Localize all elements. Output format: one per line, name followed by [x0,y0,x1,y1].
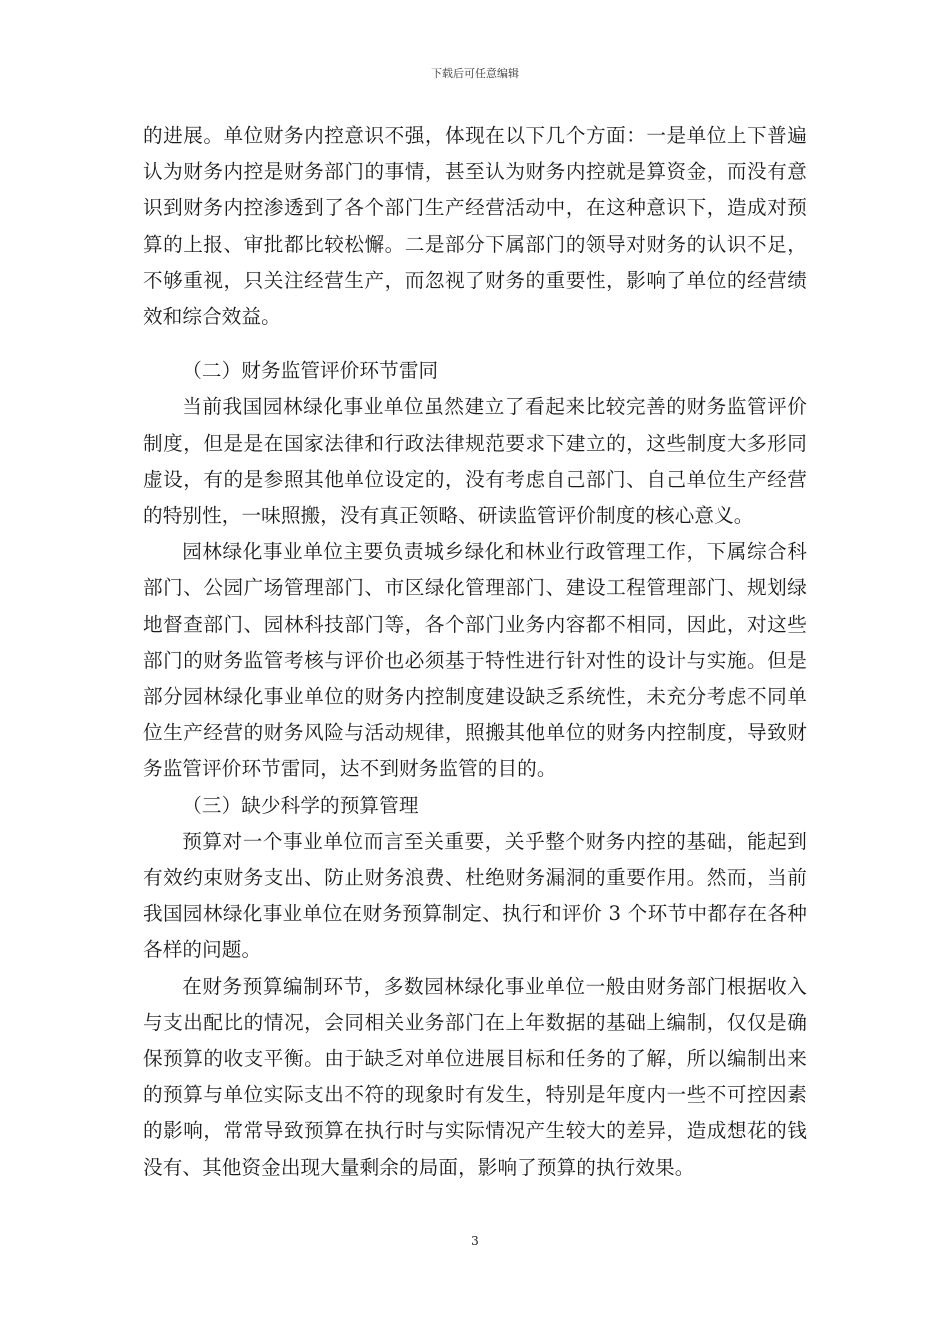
section-heading-3: （三）缺少科学的预算管理 [182,793,419,817]
paragraph: 当前我国园林绿化事业单位虽然建立了看起来比较完善的财务监管评价制度，但是是在国家法律和行政法律规范要求下建立的，这些制度大多形同虚设，有的是参照其他单位设定的，没有考虑自己部门、自己单位生产经营的特别性，一味照搬，没有真正领略、研读监管评价制度的核心意义。 [143,395,807,528]
page-header: 下载后可任意编辑 [431,67,519,80]
paragraph-continuation: 的进展。单位财务内控意识不强，体现在以下几个方面：一是单位上下普遍认为财务内控是财务部门的事情，甚至认为财务内控就是算资金，而没有意识到财务内控渗透到了各个部门生产经营活动中，在这种意识下，造成对预算的上报、审批都比较松懈。二是部分下属部门的领导对财务的认识不足，不够重视，只关注经营生产，而忽视了财务的重要性，影响了单位的经营绩效和综合效益。 [143,124,807,329]
page-number: 3 [471,1234,479,1248]
paragraph: 在财务预算编制环节，多数园林绿化事业单位一般由财务部门根据收入与支出配比的情况，会同相关业务部门在上年数据的基础上编制，仅仅是确保预算的收支平衡。由于缺乏对单位进展目标和任务的了解，所以编制出来的预算与单位实际支出不符的现象时有发生，特别是年度内一些不可控因素的影响，常常导致预算在执行时与实际情况产生较大的差异，造成想花的钱没有、其他资金出现大量剩余的局面，影响了预算的执行效果。 [143,974,807,1179]
paragraph: 园林绿化事业单位主要负责城乡绿化和林业行政管理工作，下属综合科部门、公园广场管理部门、市区绿化管理部门、建设工程管理部门、规划绿地督查部门、园林科技部门等，各个部门业务内容都不相同，因此，对这些部门的财务监管考核与评价也必须基于特性进行针对性的设计与实施。但是部分园林绿化事业单位的财务内控制度建设缺乏系统性，未充分考虑不同单位生产经营的财务风险与活动规律，照搬其他单位的财务内控制度，导致财务监管评价环节雷同，达不到财务监管的目的。 [143,540,807,781]
document-body [143,118,807,1186]
section-heading-2: （二）财务监管评价环节雷同 [182,359,439,383]
paragraph: 预算对一个事业单位而言至关重要，关乎整个财务内控的基础，能起到有效约束财务支出、防止财务浪费、杜绝财务漏洞的重要作用。然而，当前我国园林绿化事业单位在财务预算制定、执行和评价 3 个环节中都存在各种各样的问题。 [143,829,807,962]
